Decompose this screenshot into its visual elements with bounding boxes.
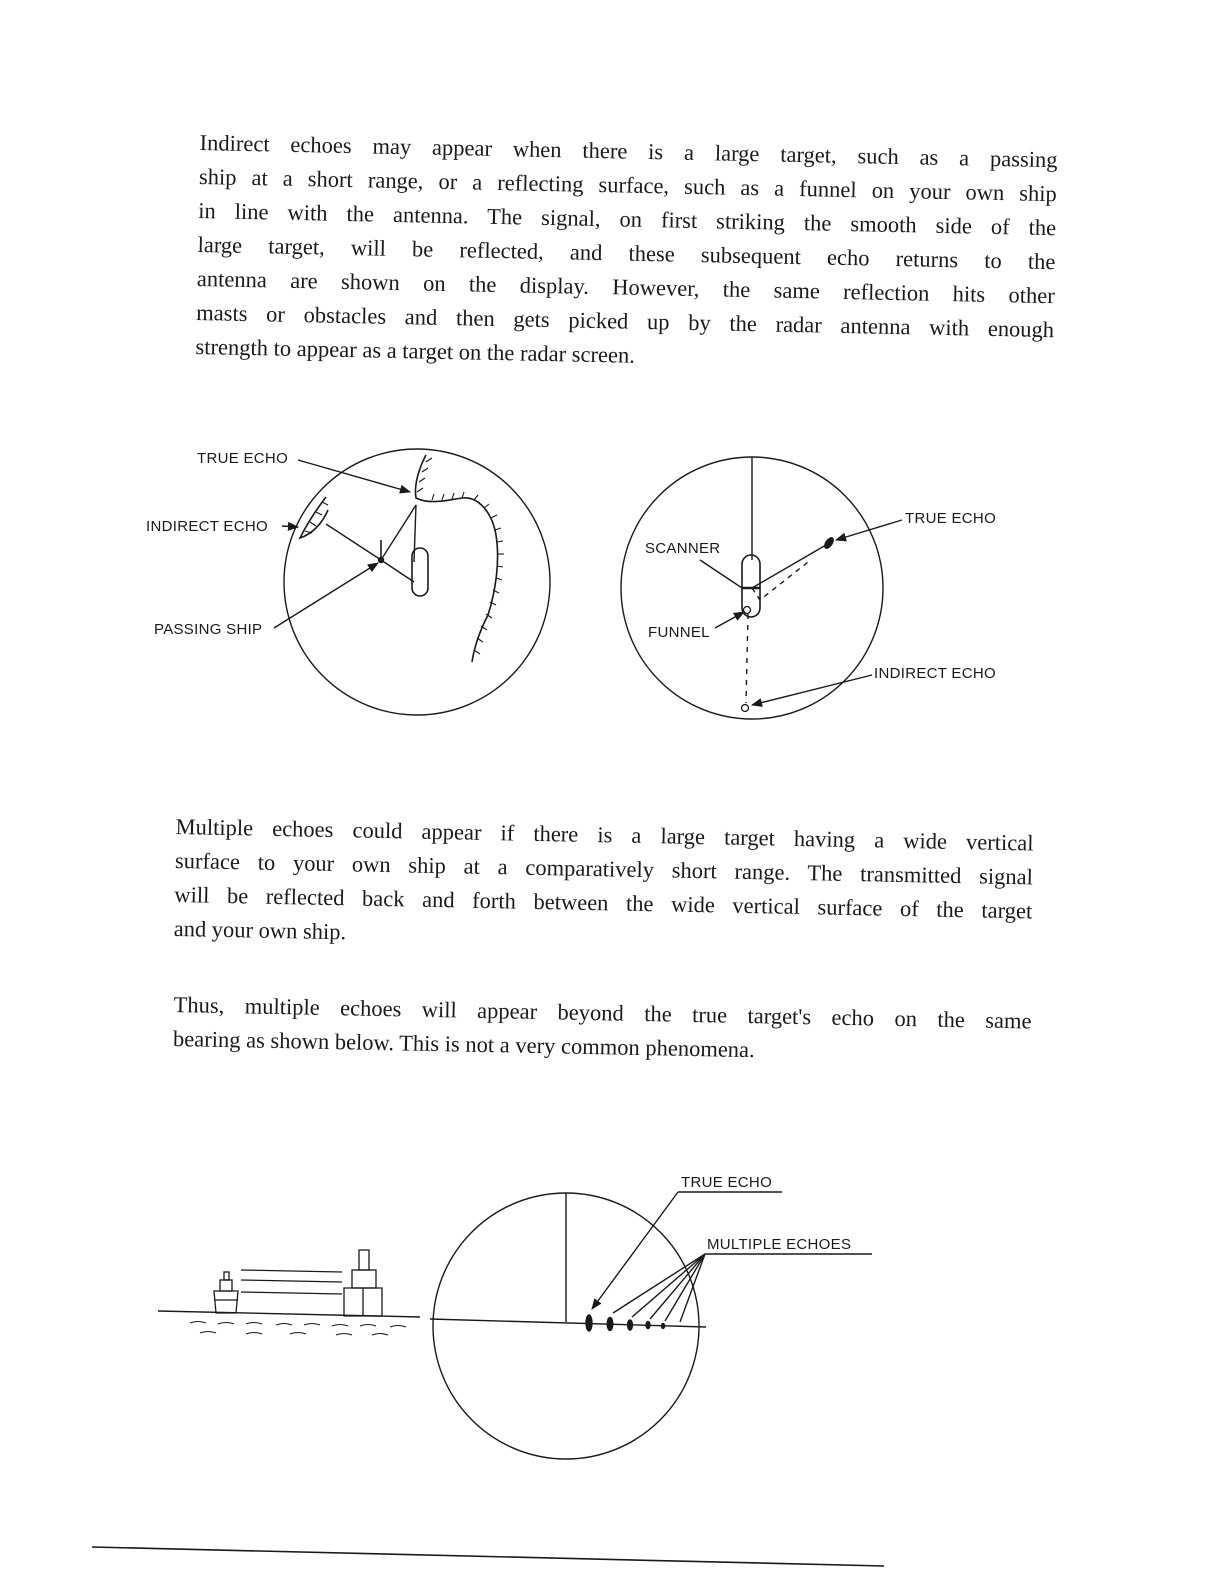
- multiple-echo-mark: [607, 1318, 613, 1331]
- multiple-echo-mark: [628, 1320, 633, 1330]
- text-line: surface to your own ship at a comparatively short range. The transmitted signal: [174, 847, 1034, 890]
- text-line: antenna are shown on the display. However, the same reflection hits other: [196, 265, 1056, 309]
- paragraph-multiple-echoes: [173, 810, 1033, 962]
- signal-path-line: [326, 524, 381, 560]
- text-line: Indirect echoes may appear when there is a large target, such as a passing: [199, 129, 1058, 173]
- sea-waves: [190, 1322, 406, 1336]
- multiple-echo-mark: [661, 1324, 664, 1329]
- passing-ship-leader: [274, 563, 378, 628]
- text-line: large target, will be reflected, and these subsequent echo returns to the: [197, 231, 1056, 275]
- target-ship-icon: [344, 1250, 382, 1316]
- multiple-echoes-leader: [665, 1254, 705, 1321]
- radar-screen-circle: [284, 449, 550, 715]
- text-line: in line with the antenna. The signal, on first striking the smooth side of the: [198, 197, 1057, 241]
- label-true-echo: TRUE ECHO: [681, 1174, 773, 1191]
- label-funnel: FUNNEL: [648, 624, 710, 641]
- text-line: ship at a short range, or a reflecting surface, such as a funnel on your own ship: [198, 163, 1058, 207]
- true-echo-mark: [586, 1315, 592, 1331]
- funnel-mark: [744, 607, 751, 614]
- text-line: will be reflected back and forth between the wide vertical surface of the target: [174, 881, 1033, 924]
- indirect-echo-leader: [752, 675, 872, 705]
- signal-path-line: [414, 505, 416, 562]
- label-passing-ship: PASSING SHIP: [154, 621, 263, 638]
- signal-bounce-line: [241, 1280, 342, 1282]
- text-line: bearing as shown below. This is not a very common phenomena.: [172, 1025, 755, 1063]
- text-line: strength to appear as a target on the radar screen.: [195, 333, 636, 368]
- true-echo-ray: [752, 545, 826, 588]
- indirect-echo-leader: [282, 526, 298, 527]
- signal-path-line: [381, 505, 416, 560]
- text-line: Thus, multiple echoes will appear beyond the true target's echo on the same: [173, 991, 1032, 1034]
- figure-indirect-echo-passing-ship: [274, 449, 550, 715]
- true-echo-leader: [836, 520, 902, 540]
- label-scanner: SCANNER: [645, 540, 721, 557]
- label-true-echo: TRUE ECHO: [905, 510, 997, 527]
- indirect-echo-target: [742, 705, 749, 712]
- page-bottom-rule: [92, 1547, 884, 1566]
- signal-bounce-line: [241, 1270, 342, 1272]
- label-true-echo: TRUE ECHO: [197, 450, 289, 467]
- passing-ship-dot: [379, 558, 384, 563]
- signal-path-line: [381, 560, 414, 582]
- true-echo-leader: [592, 1192, 678, 1309]
- figure-indirect-echo-funnel: [621, 457, 902, 719]
- multiple-echoes-leader: [613, 1254, 705, 1313]
- indirect-path: [746, 614, 748, 703]
- scanner-leader: [700, 560, 742, 588]
- true-echo-target: [823, 536, 835, 549]
- multiple-echo-mark: [646, 1322, 650, 1329]
- label-indirect-echo: INDIRECT ECHO: [874, 665, 996, 682]
- signal-bounce-line: [241, 1292, 342, 1294]
- label-multiple-echoes: MULTIPLE ECHOES: [707, 1236, 852, 1253]
- figure-multiple-echoes: [158, 1192, 872, 1459]
- coastline-hatching: [417, 458, 504, 654]
- text-line: masts or obstacles and then gets picked up by the radar antenna with enough: [196, 299, 1055, 343]
- text-line: and your own ship.: [173, 915, 347, 945]
- text-line: Multiple echoes could appear if there is a large target having a wide vertical: [175, 813, 1034, 856]
- funnel-leader: [715, 612, 744, 628]
- multiple-echoes-leader: [650, 1254, 705, 1319]
- label-indirect-echo: INDIRECT ECHO: [146, 518, 268, 535]
- own-ship-icon: [214, 1272, 238, 1313]
